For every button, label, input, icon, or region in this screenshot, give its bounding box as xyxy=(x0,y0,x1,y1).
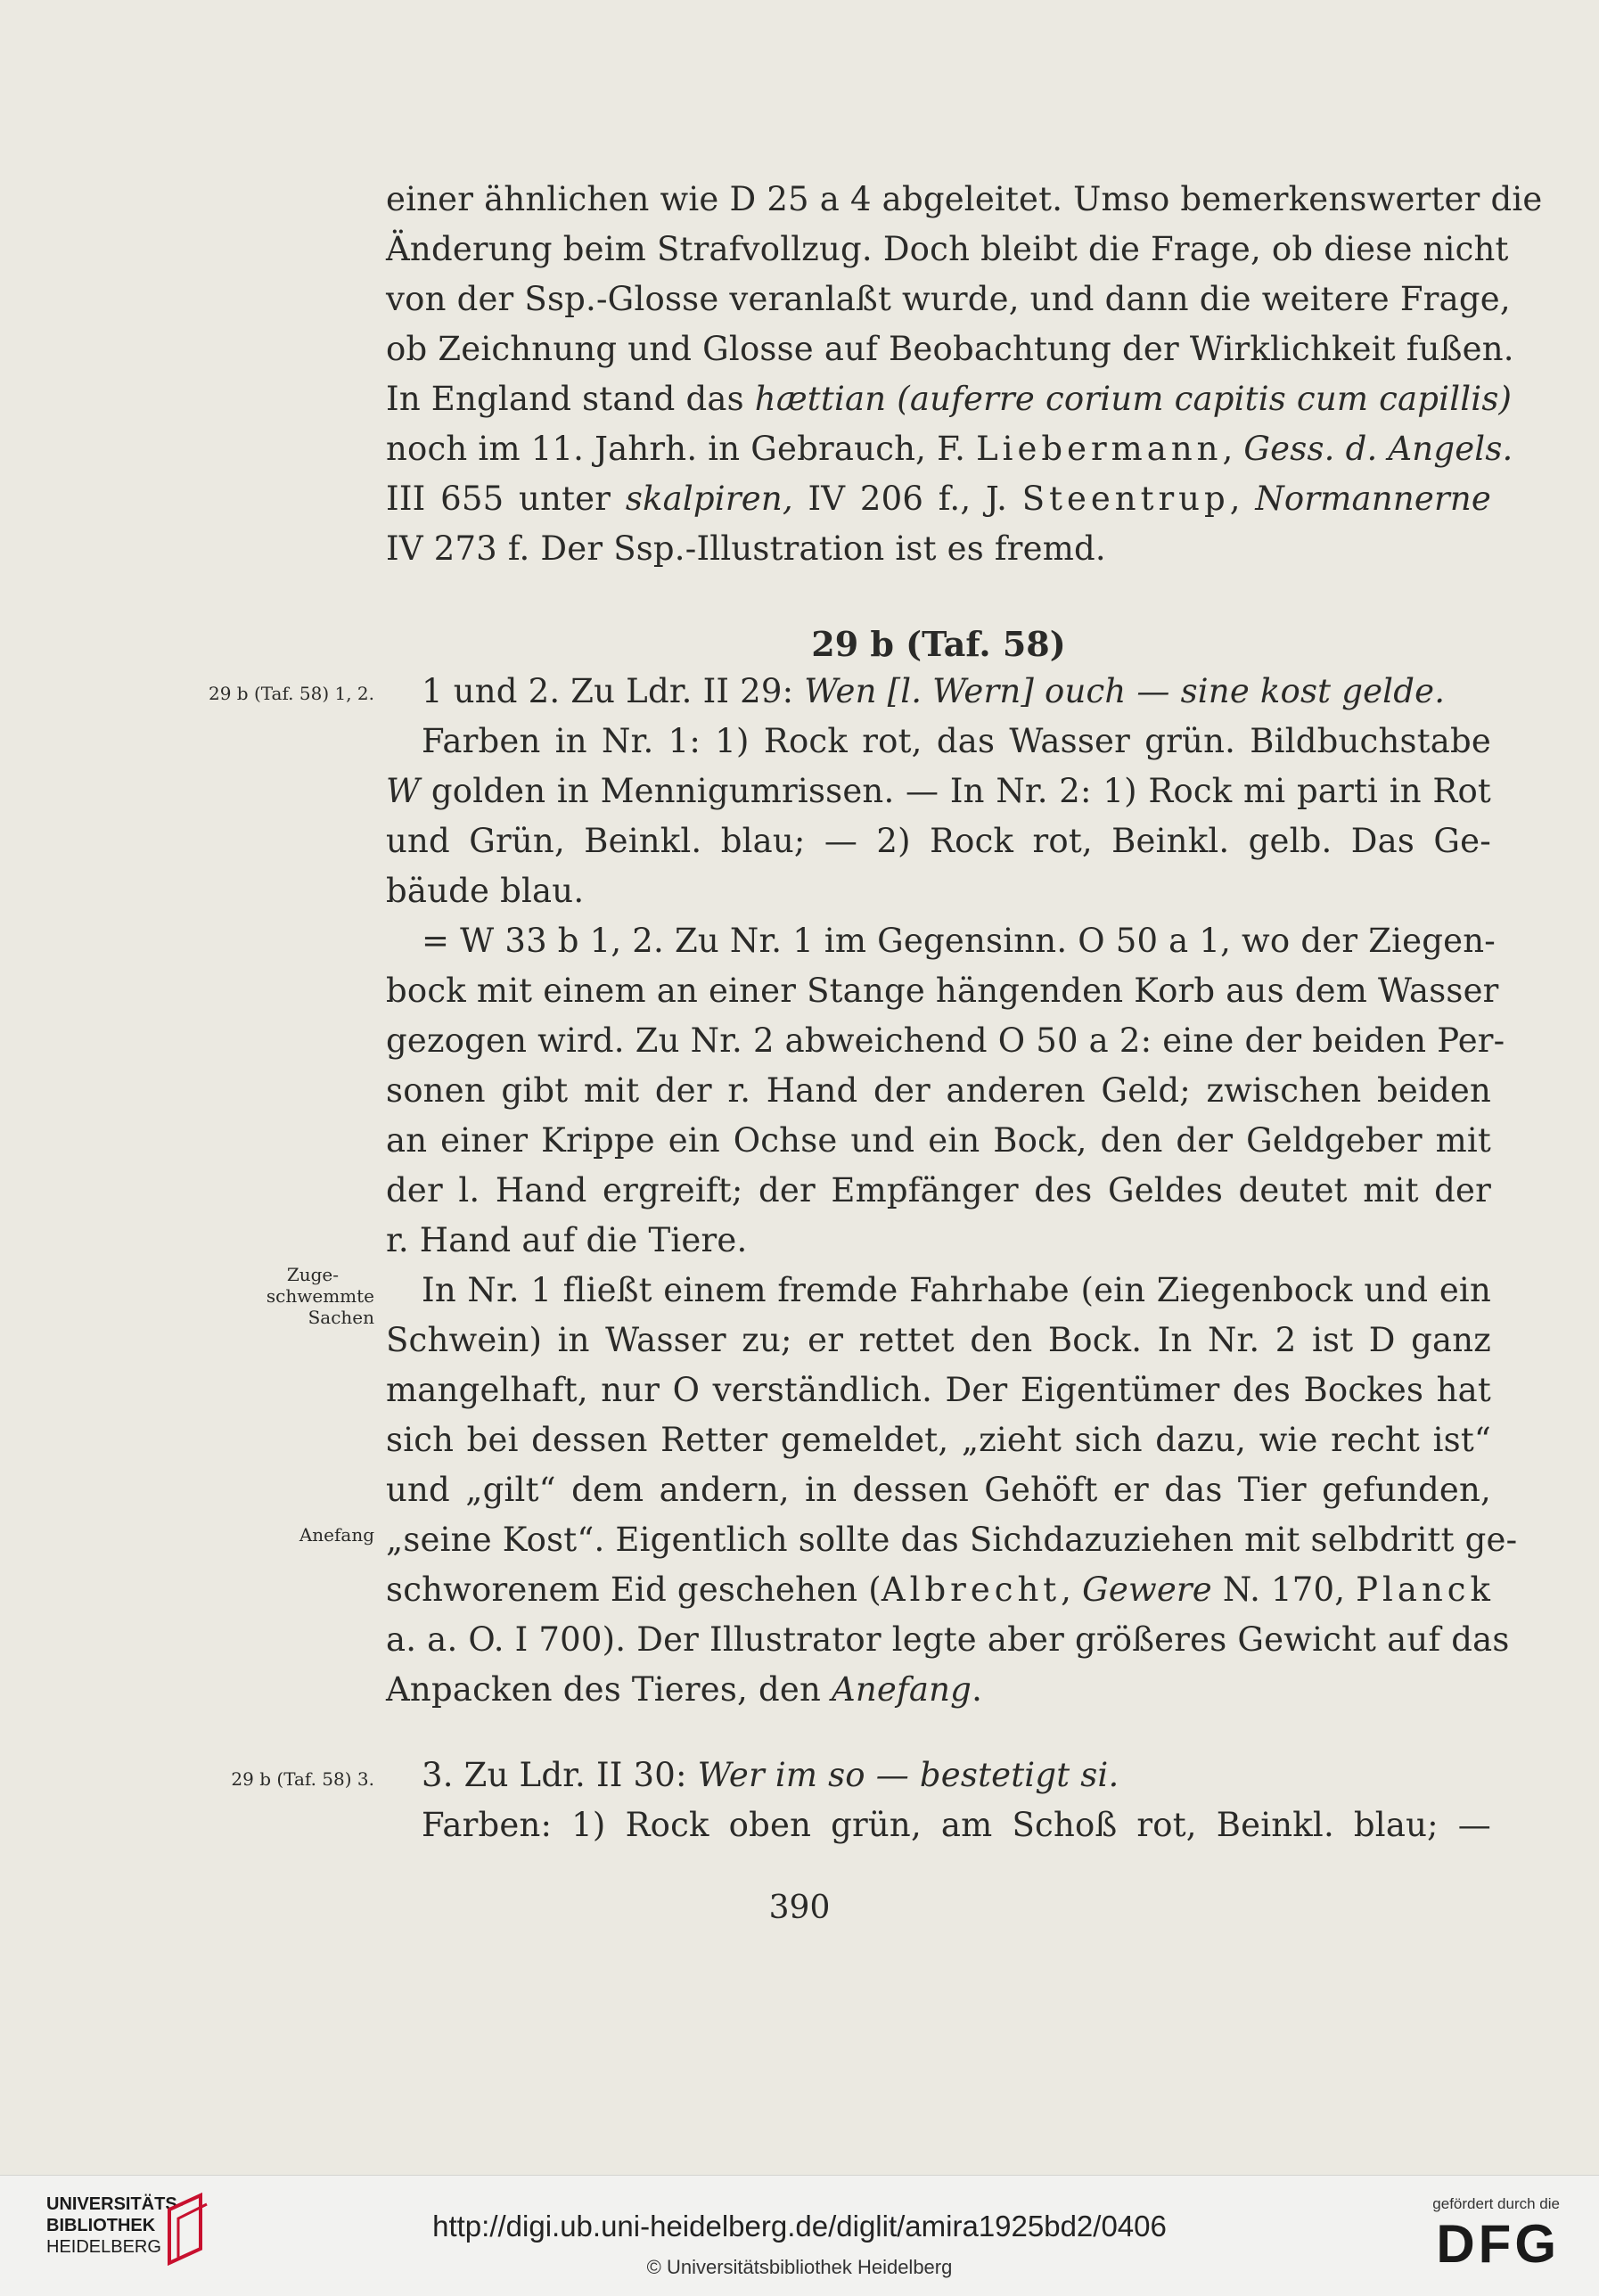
text-line: = W 33 b 1, 2. Zu Nr. 1 im Gegensinn. O 50 a 1, wo der Ziegen- xyxy=(422,922,1496,960)
text-segment: N. 170, xyxy=(1211,1570,1357,1609)
margin-note-topic xyxy=(152,1264,374,1328)
text-segment: IV 206 f., J. xyxy=(792,480,1022,518)
italic-quote: Wer im so — bestetigt si. xyxy=(697,1756,1119,1794)
text-line: gezogen wird. Zu Nr. 2 abweichend O 50 a 2: eine der beiden Per- xyxy=(386,1021,1505,1060)
text-line: a. a. O. I 700). Der Illustrator legte aber größeres Gewicht auf das xyxy=(386,1620,1510,1659)
text-segment: noch im 11. Jahrh. in Gebrauch, F. xyxy=(386,430,977,468)
text-segment: , xyxy=(1229,480,1256,518)
margin-note-line: Zuge- xyxy=(286,1264,339,1285)
margin-note-line: Sachen xyxy=(308,1307,374,1328)
author-name: Steentrup xyxy=(1021,480,1230,518)
italic-title: Normannerne xyxy=(1255,480,1491,518)
text-line: von der Ssp.-Glosse veranlaßt wurde, und dann die weitere Frage, xyxy=(386,280,1511,318)
margin-note-reference: 29 b (Taf. 58) 3. xyxy=(231,1768,374,1790)
text-line xyxy=(386,767,1491,816)
text-line: bäude blau. xyxy=(386,872,585,910)
text-line: r. Hand auf die Tiere. xyxy=(386,1221,748,1259)
text-line xyxy=(386,1665,1491,1715)
text-line: „seine Kost“. Eigentlich sollte das Sichdazuziehen mit selbdritt ge- xyxy=(386,1521,1518,1559)
text-line: und Grün, Beinkl. blau; — 2) Rock rot, Beinkl. gelb. Das Ge- xyxy=(386,822,1491,860)
italic-title: Gess. d. Angels. xyxy=(1243,430,1513,468)
text-segment: 1 und 2. Zu Ldr. II 29: xyxy=(422,672,805,710)
text-line: und „gilt“ dem andern, in dessen Gehöft er das Tier gefunden, xyxy=(386,1471,1491,1509)
italic-quote: Wen [l. Wern] ouch — sine kost gelde. xyxy=(804,672,1446,710)
text-line xyxy=(386,424,1513,474)
italic-term: Anefang xyxy=(831,1670,972,1709)
text-segment: . xyxy=(972,1670,983,1709)
author-name: Albrecht xyxy=(881,1570,1062,1609)
margin-note-line: schwemmte xyxy=(266,1285,374,1307)
library-name-line: HEIDELBERG xyxy=(46,2237,161,2257)
text-line: In Nr. 1 fließt einem fremde Fahrhabe (ein Ziegenbock und ein xyxy=(422,1271,1491,1309)
text-line xyxy=(386,474,1491,524)
italic-letter: W xyxy=(386,772,421,810)
author-name: Planck xyxy=(1356,1570,1495,1609)
section-title xyxy=(386,667,1491,717)
margin-note-topic: Anefang xyxy=(299,1524,374,1546)
text-line: ob Zeichnung und Glosse auf Beobachtung der Wirklichkeit fußen. xyxy=(386,330,1514,368)
text-segment: In England stand das xyxy=(386,380,755,418)
text-line: sich bei dessen Retter gemeldet, „zieht sich dazu, wie recht ist“ xyxy=(386,1421,1491,1459)
library-name-line: UNIVERSITÄTS- xyxy=(46,2194,184,2214)
margin-note-reference: 29 b (Taf. 58) 1, 2. xyxy=(208,683,374,704)
author-name: Liebermann xyxy=(976,430,1223,468)
text-line: Farben: 1) Rock oben grün, am Schoß rot, Beinkl. blau; — xyxy=(422,1806,1491,1844)
text-line: sonen gibt mit der r. Hand der anderen Geld; zwischen beiden xyxy=(386,1071,1491,1110)
library-name-line: BIBLIOTHEK xyxy=(46,2216,156,2235)
paragraph-1 xyxy=(386,175,1543,574)
text-line: Schwein) in Wasser zu; er rettet den Bock. In Nr. 2 ist D ganz xyxy=(386,1321,1491,1359)
text-line: Änderung beim Strafvollzug. Doch bleibt die Frage, ob diese nicht xyxy=(386,230,1509,268)
permalink-url[interactable]: http://digi.ub.uni-heidelberg.de/diglit/amira1925bd2/0406 xyxy=(432,2210,1167,2243)
text-line: IV 273 f. Der Ssp.-Illustration ist es fremd. xyxy=(386,529,1106,568)
section-heading: 29 b (Taf. 58) xyxy=(811,624,1066,664)
italic-term: hættian (auferre corium capitis cum capillis) xyxy=(754,380,1513,418)
text-line: bock mit einem an einer Stange hängenden Korb aus dem Wasser xyxy=(386,972,1499,1010)
text-line xyxy=(386,374,1513,424)
text-segment: , xyxy=(1222,430,1244,468)
text-line: der l. Hand ergreift; der Empfänger des Geldes deutet mit der xyxy=(386,1171,1491,1210)
text-segment: 3. Zu Ldr. II 30: xyxy=(422,1756,698,1794)
text-line: einer ähnlichen wie D 25 a 4 abgeleitet. Umso bemerkenswerter die xyxy=(386,180,1543,218)
page-number: 390 xyxy=(768,1890,831,1926)
text-segment: III 655 unter xyxy=(386,480,626,518)
text-line xyxy=(386,1565,1495,1615)
text-segment: Anpacken des Tieres, den xyxy=(386,1670,832,1709)
section-title xyxy=(386,1751,1491,1800)
text-line: an einer Krippe ein Ochse und ein Bock, den der Geldgeber mit xyxy=(386,1121,1491,1160)
copyright-notice: © Universitätsbibliothek Heidelberg xyxy=(646,2256,953,2278)
text-segment: , xyxy=(1061,1570,1083,1609)
dfg-logo: DFG xyxy=(1436,2214,1560,2274)
paragraph-5 xyxy=(386,1751,1491,1850)
text-line: Farben in Nr. 1: 1) Rock rot, das Wasser grün. Bildbuchstabe xyxy=(422,722,1491,760)
paragraph-2 xyxy=(386,667,1518,1715)
text-segment: golden in Mennigumrissen. — In Nr. 2: 1) Rock mi parti in Rot xyxy=(420,772,1491,810)
italic-term: skalpiren, xyxy=(625,480,793,518)
funding-note: gefördert durch die xyxy=(1432,2195,1560,2212)
text-line: mangelhaft, nur O verständlich. Der Eigentümer des Bockes hat xyxy=(386,1371,1491,1409)
digitization-footer xyxy=(0,2175,1599,2296)
text-segment: schworenem Eid geschehen ( xyxy=(386,1570,882,1609)
italic-title: Gewere xyxy=(1082,1570,1212,1609)
